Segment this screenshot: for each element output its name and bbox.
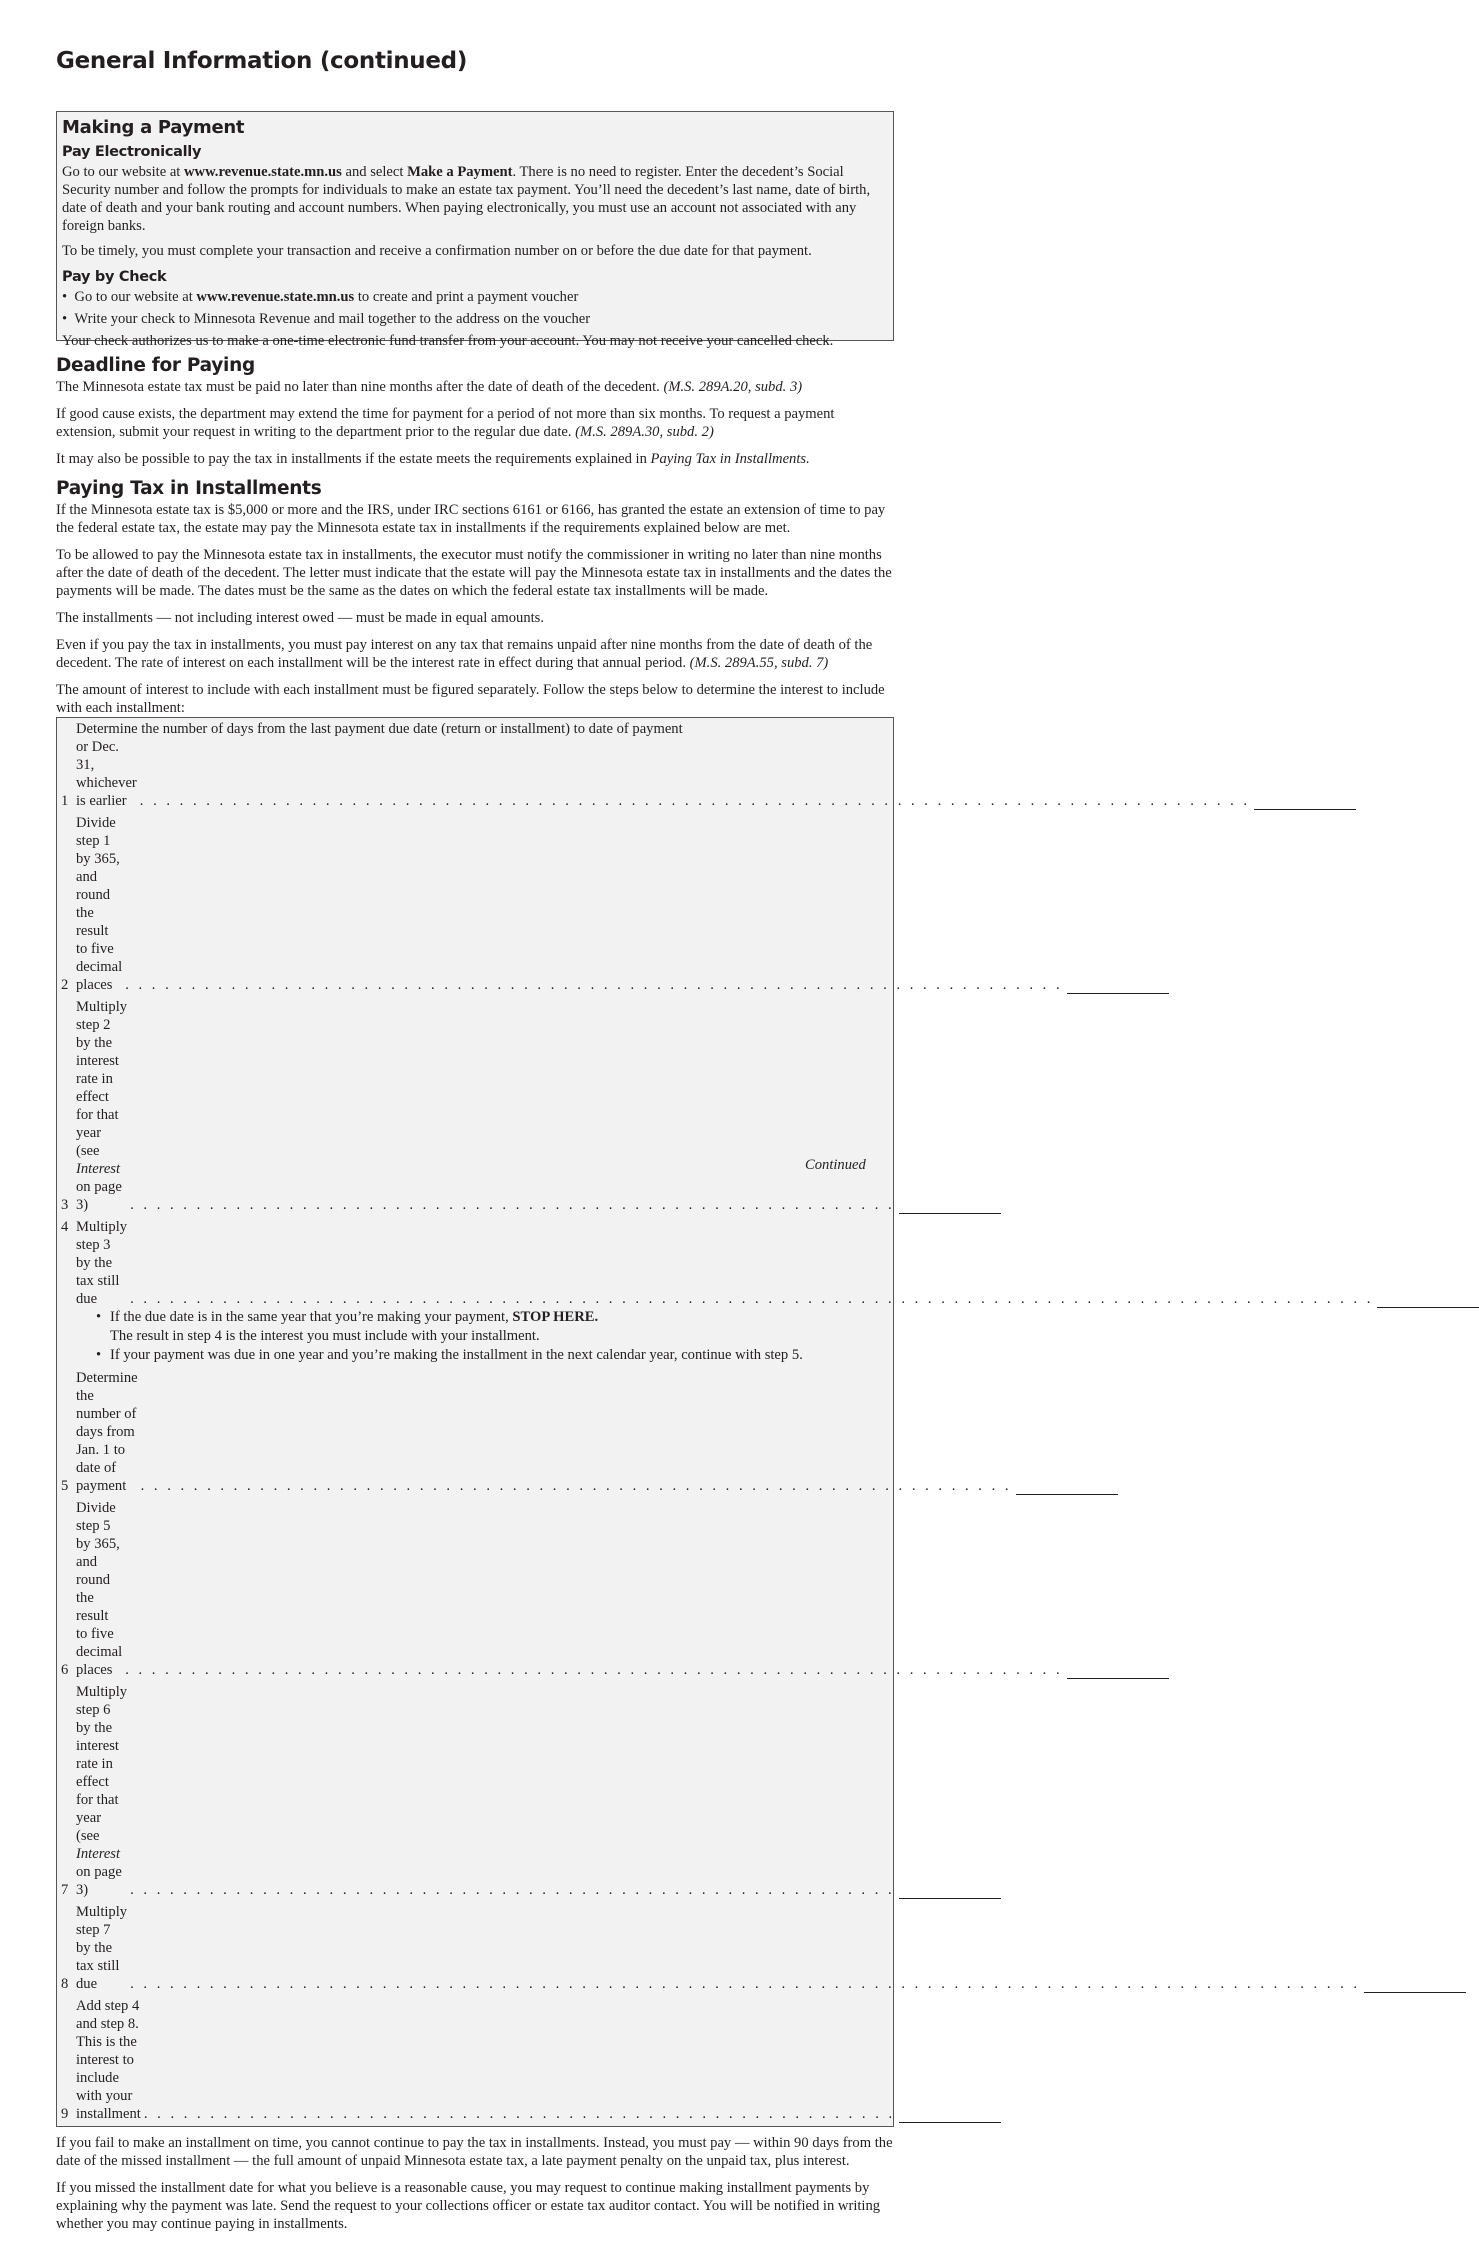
timely-paragraph: To be timely, you must complete your transaction and receive a confirmation number on or before the due date for that payment. [62,243,812,259]
step-text: Divide step 1 by 365, and round the result to five decimal places [76,815,123,993]
step-text: Determine the number of days from the last payment due date (return or installment) to date of payment [76,721,683,737]
step-2-answer-line[interactable] [1067,981,1169,994]
deadline-paragraph-3 [56,450,894,468]
interest-steps-box [56,717,1374,2127]
deadline-paragraph-1 [56,378,894,396]
step-4-bullet-1-continued: The result in step 4 is the interest you must include with your installment. [110,1328,540,1344]
installments-heading: Paying Tax in Installments [56,478,322,499]
pay-electronically-paragraph [62,163,888,235]
text-run: Go to our website at [74,289,197,305]
deadline-paragraph-2 [56,405,894,441]
step-number: 9 [61,2106,69,2122]
step-text: Multiply step 7 by the tax still due [76,1904,128,1992]
check-bullet-1: • Go to our website at www.revenue.state.mn.us to create and print a payment voucher [62,289,579,305]
installments-paragraph-4 [56,636,894,672]
step-number: 2 [61,977,69,993]
dot-leader: . . . . . . . . . . . . . . . . . . . . . . . . . . . . . . . . . . . . . . . . . . . . . . . . . . . . . . . . . . . . . . . . . . . . . . . . . . . . . . . . . . . . [139,793,1251,809]
dot-leader: . . . . . . . . . . . . . . . . . . . . . . . . . . . . . . . . . . . . . . . . . . . . . . . . . . . . . . . . . . . . . . . . . . [140,1478,1012,1494]
step-text: Determine the number of days from Jan. 1 to date of payment [76,1370,138,1494]
dot-leader: . . . . . . . . . . . . . . . . . . . . . . . . . . . . . . . . . . . . . . . . . . . . . . . . . . . . . . . . . . . . . . . . . . . . . . . . . . . . . . . . . . . . . . . . . . . . . [130,1976,1361,1992]
step-number: 5 [61,1478,69,1494]
step-4 [61,1218,1374,1365]
installments-paragraph-7: If you missed the installment date for what you believe is a reasonable cause, you may request to continue making installment payments by explaining why the payment was late. Send the request to your collections officer or estate tax auditor contact. You will be notified in writing whether you may continue paying in installments. [56,2180,881,2232]
step-text: Divide step 5 by 365, and round the result to five decimal places [76,1500,123,1678]
step-text [76,998,127,1214]
text-run: The Minnesota estate tax must be paid no later than nine months after the date of death of the decedent. [56,379,664,395]
statute-citation: (M.S. 289A.30, subd. 2) [575,424,714,440]
section-reference: Interest [76,1161,121,1177]
make-payment-link[interactable]: Make a Payment [407,164,513,180]
text-run: and select [341,164,408,180]
text-run: Even if you pay the tax in installments, you must pay interest on any tax that remains unpaid after nine months from the date of death of the decedent. The rate of interest on each installment will be the interest rate in effect during that annual period. [56,637,873,671]
section-reference: Paying Tax in Installments. [650,451,810,467]
installments-paragraph-3: The installments — not including interest owed — must be made in equal amounts. [56,610,544,626]
step-number: 3 [61,1197,69,1213]
stop-here-label: STOP HERE. [512,1309,599,1325]
pay-by-check-heading: Pay by Check [62,269,167,285]
step-8-answer-line[interactable] [1364,1980,1466,1993]
step-9-answer-line[interactable] [899,2110,1001,2123]
text-run: Write your check to Minnesota Revenue and mail together to the address on the voucher [74,311,591,327]
dot-leader: . . . . . . . . . . . . . . . . . . . . . . . . . . . . . . . . . . . . . . . . . . . . . . . . . . . . . . . . . . . . . . . . . . . . . . . [125,977,1063,993]
step-number: 7 [61,1882,69,1898]
dot-leader: . . . . . . . . . . . . . . . . . . . . . . . . . . . . . . . . . . . . . . . . . . . . . . . . . . . . . . . . . [143,2106,896,2122]
step-text: or Dec. 31, whichever is earlier [76,739,137,809]
text-run: It may also be possible to pay the tax in installments if the estate meets the requirements explained in [56,451,651,467]
step-1 [61,720,1251,810]
step-number: 4 [61,1219,69,1235]
step-8 [61,1903,1361,1993]
text-run: on page 3) [76,1864,122,1898]
making-payment-heading: Making a Payment [62,117,245,138]
main-content [56,354,1374,2242]
step-7-answer-line[interactable] [899,1886,1001,1899]
step-number: 1 [61,793,69,809]
text-run: to create and print a payment voucher [354,289,579,305]
text-run: If your payment was due in one year and you’re making the installment in the next calendar year, continue with step 5. [110,1347,803,1363]
step-3-answer-line[interactable] [899,1201,1001,1214]
step-5-answer-line[interactable] [1016,1482,1118,1495]
section-reference: Interest [76,1846,121,1862]
step-3 [61,998,895,1214]
step-number: 6 [61,1662,69,1678]
text-run: . There is no need to register. Enter the decedent’s Social Security number and follow the prompts for individuals to make an estate tax payment. You’ll need the decedent’s last name, date of birth, date of death and your bank routing and account numbers. When paying electronically, you must use an account not associated with any foreign banks. [62,164,871,234]
statute-citation: (M.S. 289A.55, subd. 7) [689,655,829,671]
dot-leader: . . . . . . . . . . . . . . . . . . . . . . . . . . . . . . . . . . . . . . . . . . . . . . . . . . . . . . . . . . [130,1882,895,1898]
step-text: Add step 4 and step 8. This is the interest to include with your installment [76,1998,141,2122]
step-5 [61,1369,1012,1495]
installments-paragraph-6: If you fail to make an installment on time, you cannot continue to pay the tax in installments. Instead, you must pay — within 90 days from the date of the missed installment — the full amount of unpaid Minnesota estate tax, a late payment penalty on the unpaid tax, plus interest. [56,2135,893,2169]
making-payment-box [56,111,894,349]
dot-leader: . . . . . . . . . . . . . . . . . . . . . . . . . . . . . . . . . . . . . . . . . . . . . . . . . . . . . . . . . . . . . . . . . . . . . . . [125,1662,1063,1678]
step-2 [61,814,1063,994]
step-7 [61,1683,895,1899]
text-run: If the due date is in the same year that you’re making your payment, [110,1309,513,1325]
deadline-heading: Deadline for Paying [56,355,255,376]
statute-citation: (M.S. 289A.20, subd. 3) [663,379,803,395]
dot-leader: . . . . . . . . . . . . . . . . . . . . . . . . . . . . . . . . . . . . . . . . . . . . . . . . . . . . . . . . . . [130,1197,895,1213]
text-run: on page 3) [76,1179,122,1213]
step-text [76,1683,127,1899]
installments-paragraph-2: To be allowed to pay the Minnesota estate tax in installments, the executor must notify the commissioner in writing no later than nine months after the date of death of the decedent. The letter must indicate that the estate will pay the Minnesota estate tax in installments and the dates the payments will be made. The dates must be the same as the dates on which the federal estate tax installments will be made. [56,547,892,599]
text-run: If good cause exists, the department may extend the time for payment for a period of not more than six months. To request a payment extension, submit your request in writing to the department prior to the regular due date. [56,406,835,440]
page-title: General Information (continued) [56,48,468,74]
step-4-bullet-2: • If your payment was due in one year and you’re making the installment in the next calendar year, continue with step 5. [96,1347,803,1363]
step-1-answer-line[interactable] [1254,797,1356,810]
text-run: Multiply step 6 by the interest rate in effect for that year (see [76,1684,128,1844]
installments-paragraph-1: If the Minnesota estate tax is $5,000 or more and the IRS, under IRC sections 6161 or 6166, has granted the estate an extension of time to pay the federal estate tax, the estate may pay the Minnesota estate tax in installments if the requirements explained below are met. [56,502,886,536]
step-6-answer-line[interactable] [1067,1666,1169,1679]
website-url[interactable]: www.revenue.state.mn.us [184,164,342,180]
pay-electronically-heading: Pay Electronically [62,144,202,160]
check-bullet-2: • Write your check to Minnesota Revenue and mail together to the address on the voucher [62,311,591,327]
text-run: Go to our website at [62,164,184,180]
step-4-bullet-1: • If the due date is in the same year that you’re making your payment, STOP HERE. [96,1309,599,1325]
step-text: Multiply step 3 by the tax still due [76,1219,128,1307]
step-number: 8 [61,1976,69,1992]
step-9 [61,1997,896,2123]
step-6 [61,1499,1063,1679]
dot-leader: . . . . . . . . . . . . . . . . . . . . . . . . . . . . . . . . . . . . . . . . . . . . . . . . . . . . . . . . . . . . . . . . . . . . . . . . . . . . . . . . . . . . . . . . . . . . . . [130,1291,1374,1307]
check-authorization-paragraph: Your check authorizes us to make a one-time electronic fund transfer from your account. You may not receive your cancelled check. [62,333,834,349]
text-run: Multiply step 2 by the interest rate in effect for that year (see [76,999,128,1159]
step-4-answer-line[interactable] [1377,1295,1479,1308]
continued-label: Continued [805,1157,866,1173]
website-url[interactable]: www.revenue.state.mn.us [196,289,355,305]
installments-paragraph-5: The amount of interest to include with each installment must be figured separately. Follow the steps below to determine the interest to include with each installment: [56,682,885,716]
